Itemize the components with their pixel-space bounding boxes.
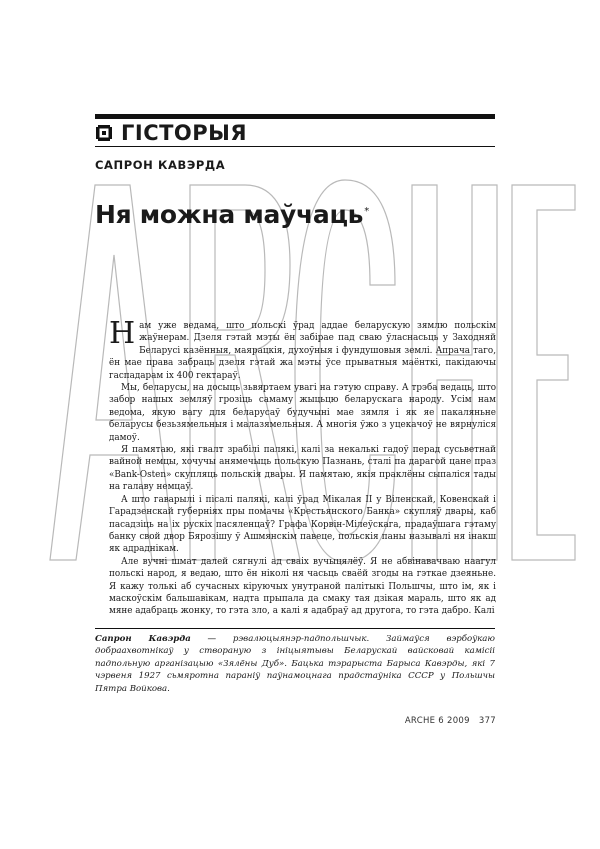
section-title: ГІСТОРЫЯ [121,121,248,145]
author-note-text: — рэвалюцыянэр-падпольшчык. Займаўся вэрбоўкаю добраахвотнікаў у створаную з ініцыятывы Беларускай вайсковай камісіі падпольную арганізацыю «Зялёны Дуб». Бацька тэрарыста Барыса Кавэрды, які 7 чэрвеня 1927 сьмяротна параніў паўнамоцнага прадстаўніка СССР у Польшчы Пятра Войкова. [95,634,495,694]
note-rule [95,628,495,629]
page-footer [400,716,496,726]
author-name: САПРОН КАВЭРДА [95,158,226,172]
page-number: 377 [478,716,496,726]
footnote-mark: * [364,205,369,217]
section-header [95,121,495,145]
journal-issue: ARCHE 6 2009 [404,716,470,726]
paragraph: Нам уже ведама, што польскі ўрад аддае беларускую зямлю польскім жаўнерам. Дзеля гэтай мэты ён забірае пад сваю ўласнасьць у Заходняй Беларусі казённыя, маярацкія, духоўныя і фундушовыя землі. Апрача таго, ён мае права забраць дзеля гэтай жа мэты ўсе прыватныя маёнткі, пакідаючы гаспадарам іх 400 гектараў. [109,316,496,381]
paragraph: Мы, беларусы, на досыць зьвяртаем увагі на гэтую справу. А трэба ведаць, што забор нашых земляў грозіць самаму жыцьцю беларускага народу. Усім нам ведома, якую вагу для беларусаў будучыні мае зямля і як яе пакаляньне беларусы безьзямельныя і малазямельныя. А многія ўжо з уцекачоў не вярнуліся дамоў. [109,383,496,443]
article-title-block [95,200,369,229]
article-title: Ня можна маўчаць [95,200,364,229]
paragraph: Але вучні шмат далей сягнулі ад сваіх вучыцялёў. Я не абвінавачваю наагул польскі народ, я ведаю, што ён ніколі ня часьць сваёй згоды на гэткае дзеяньне. Я кажу толькі аб сучасных кіруючых унутраной палітыкі Польшчы, што ім, як і маскоўскім бальшавікам, надта прыпала да смаку тая дзікая мараль, што як ад мяне адабраць жонку, то гэта зло, а калі я адабраў ад другога, то гэта дабро. Калі [109,556,496,617]
drop-cap: Н [109,316,136,351]
author-note [95,633,495,695]
section-rule [95,146,495,147]
square-ornament-icon [95,124,113,142]
top-rule [95,114,495,119]
author-note-name: Сапрон Кавэрда [95,634,191,644]
article-body [109,316,496,618]
paragraph: Я памятаю, які гвалт зрабілі палякі, калі за некалькі гадоў перад сусьветнай вайной немцы, хочучы анямечыць польскую Пазнань, сталі па дарагой цане праз «Bank-Osten» скупляць польскія двары. Я памятаю, якія праклёны сыпаліся тады на галаву немцаў. [109,445,496,493]
paragraph: А што гаварылі і пісалі палякі, калі ўрад Мікалая II у Віленскай, Ковенскай і Гарадзенскай губерніях пры помачы «Крестьянского Банка» скупляў двары, каб пасадзіць на іх рускіх пасяленцаў? Графа Корвін-Мілеўскага, прадаўшага гэтаму банку свой двор Бярозішу ў Ашмянскім павеце, польскія паны называлі ня інакш як адраднікам. [109,494,496,555]
